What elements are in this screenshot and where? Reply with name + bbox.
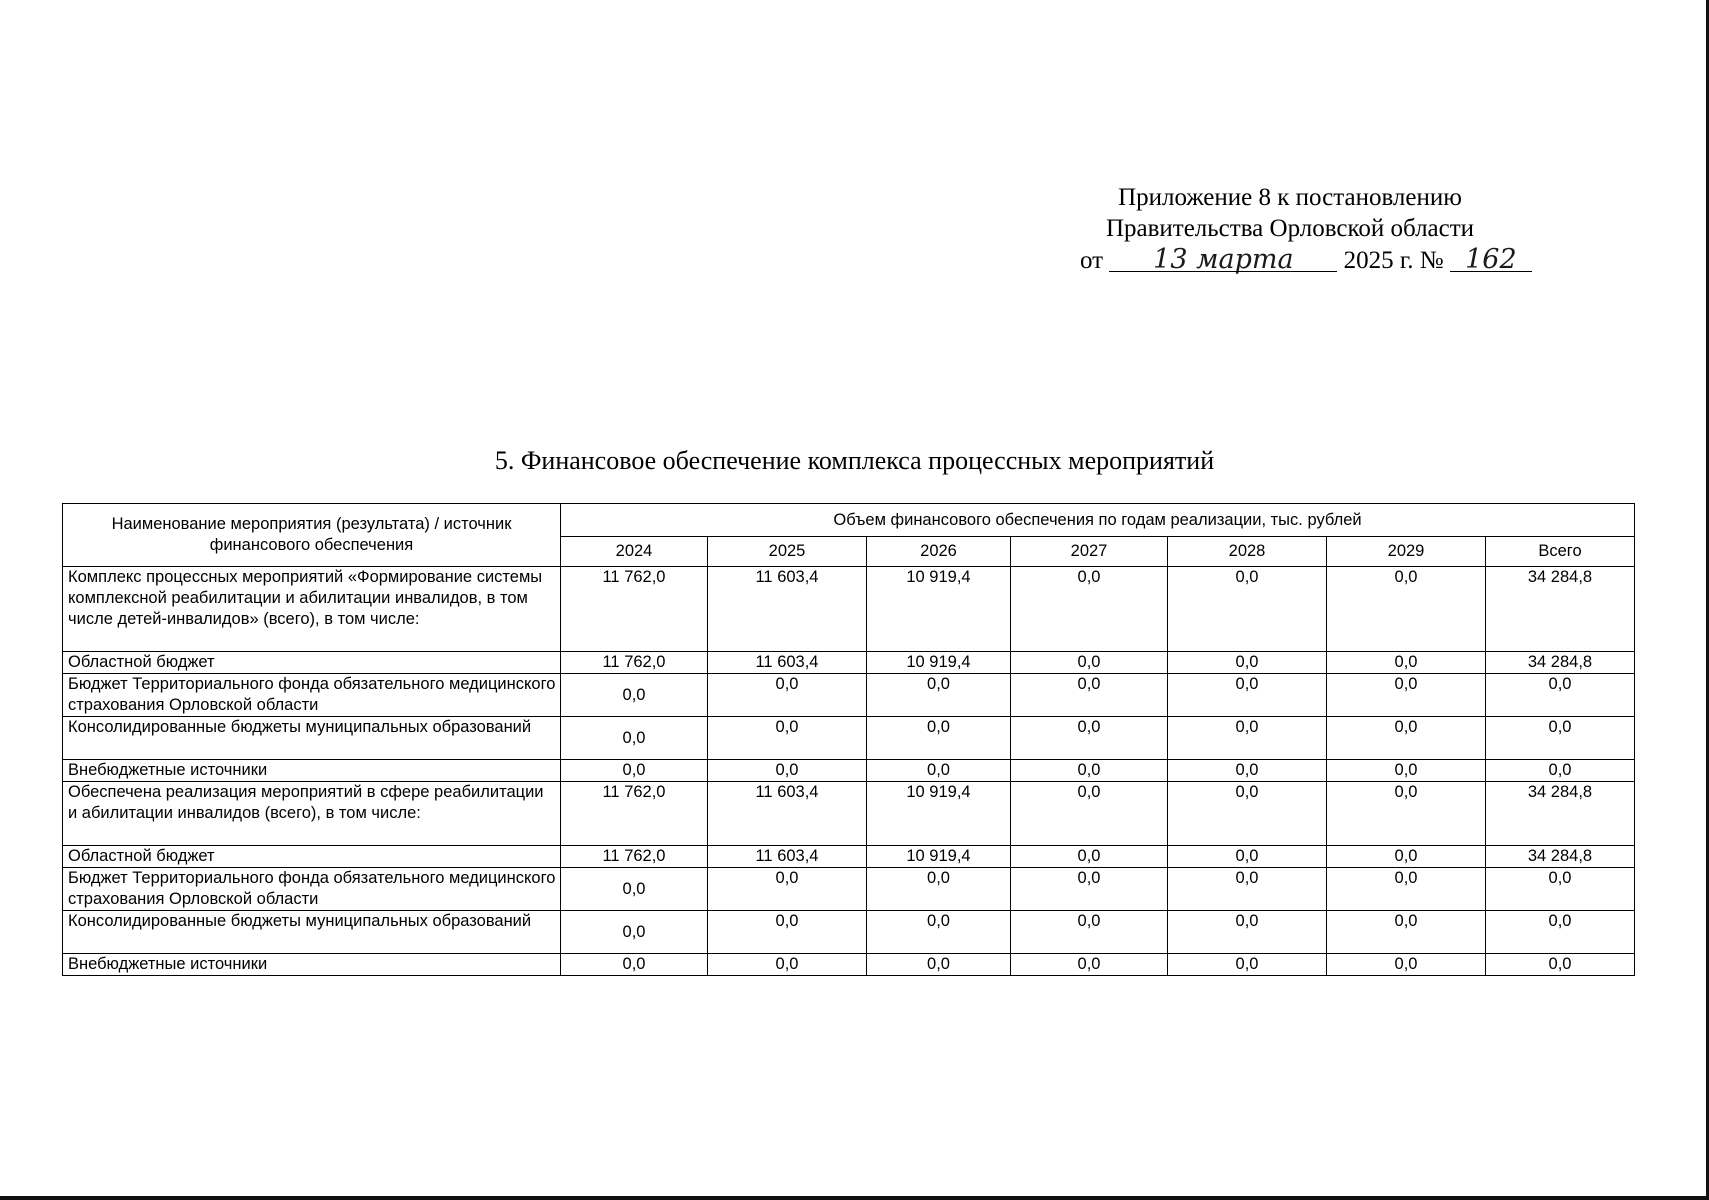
total-cell: 0,0 (1486, 954, 1635, 976)
value-cell: 0,0 (1327, 717, 1486, 760)
row-name: Обеспечена реализация мероприятий в сфере реабилитации и абилитации инвалидов (всего), в том числе: (63, 782, 561, 846)
row-name: Бюджет Территориального фонда обязательного медицинского страхования Орловской области (63, 868, 561, 911)
value-cell: 0,0 (1327, 868, 1486, 911)
value-cell: 0,0 (561, 760, 708, 782)
value-cell: 0,0 (1011, 846, 1168, 868)
value-cell: 11 603,4 (708, 846, 867, 868)
handwritten-number: 162 (1450, 244, 1532, 275)
value-cell: 0,0 (1327, 954, 1486, 976)
value-cell: 0,0 (561, 954, 708, 976)
value-cell: 10 919,4 (867, 846, 1011, 868)
table-row (63, 868, 1635, 911)
value-cell: 11 762,0 (561, 567, 708, 652)
row-name: Областной бюджет (63, 846, 561, 868)
value-cell: 0,0 (1168, 717, 1327, 760)
value-cell: 0,0 (1168, 782, 1327, 846)
table-row (63, 782, 1635, 846)
table-row (63, 652, 1635, 674)
value-cell: 0,0 (867, 911, 1011, 954)
total-cell: 0,0 (1486, 911, 1635, 954)
value-cell: 0,0 (867, 717, 1011, 760)
value-cell: 0,0 (1168, 911, 1327, 954)
value-cell: 11 603,4 (708, 567, 867, 652)
row-name: Консолидированные бюджеты муниципальных образований (63, 717, 561, 760)
year-text: 2025 г. № (1343, 247, 1444, 274)
total-header: Всего (1486, 537, 1635, 567)
value-cell: 0,0 (561, 868, 708, 911)
value-cell: 0,0 (1327, 652, 1486, 674)
year-header: 2026 (867, 537, 1011, 567)
header-row-top (63, 504, 1635, 537)
financing-table (62, 503, 1635, 976)
value-cell: 0,0 (561, 911, 708, 954)
value-cell: 0,0 (1168, 846, 1327, 868)
value-cell: 0,0 (1011, 674, 1168, 717)
value-cell: 0,0 (708, 760, 867, 782)
value-cell: 0,0 (708, 954, 867, 976)
total-cell: 0,0 (1486, 674, 1635, 717)
value-cell: 11 762,0 (561, 782, 708, 846)
volume-column-header: Объем финансового обеспечения по годам реализации, тыс. рублей (561, 504, 1635, 537)
value-cell: 0,0 (1011, 567, 1168, 652)
year-header: 2025 (708, 537, 867, 567)
value-cell: 0,0 (1327, 846, 1486, 868)
total-cell: 34 284,8 (1486, 846, 1635, 868)
value-cell: 0,0 (1327, 760, 1486, 782)
value-cell: 10 919,4 (867, 652, 1011, 674)
approval-block (1060, 182, 1520, 276)
value-cell: 0,0 (1011, 652, 1168, 674)
value-cell: 0,0 (1011, 782, 1168, 846)
approval-date-line (1060, 244, 1520, 276)
row-name: Внебюджетные источники (63, 760, 561, 782)
total-cell: 0,0 (1486, 717, 1635, 760)
value-cell: 0,0 (1011, 717, 1168, 760)
value-cell: 0,0 (1168, 674, 1327, 717)
value-cell: 0,0 (1327, 674, 1486, 717)
section-title: 5. Финансовое обеспечение комплекса процессных мероприятий (494, 446, 1215, 475)
value-cell: 11 762,0 (561, 652, 708, 674)
approval-line-1: Приложение 8 к постановлению (1118, 184, 1462, 211)
value-cell: 0,0 (1011, 954, 1168, 976)
value-cell: 0,0 (708, 674, 867, 717)
value-cell: 0,0 (867, 954, 1011, 976)
value-cell: 0,0 (561, 674, 708, 717)
value-cell: 0,0 (1168, 954, 1327, 976)
value-cell: 0,0 (1168, 567, 1327, 652)
approval-line-2: Правительства Орловской области (1105, 215, 1475, 242)
row-name: Внебюджетные источники (63, 954, 561, 976)
value-cell: 11 762,0 (561, 846, 708, 868)
value-cell: 0,0 (867, 868, 1011, 911)
value-cell: 0,0 (1011, 868, 1168, 911)
value-cell: 10 919,4 (867, 567, 1011, 652)
table-row (63, 674, 1635, 717)
value-cell: 0,0 (561, 717, 708, 760)
table-row (63, 911, 1635, 954)
value-cell: 0,0 (708, 717, 867, 760)
year-header: 2024 (561, 537, 708, 567)
value-cell: 0,0 (708, 868, 867, 911)
value-cell: 0,0 (1327, 782, 1486, 846)
year-header: 2028 (1168, 537, 1327, 567)
value-cell: 11 603,4 (708, 652, 867, 674)
row-name: Консолидированные бюджеты муниципальных образований (63, 911, 561, 954)
date-prefix: от (1080, 247, 1104, 274)
scan-edge-bottom (0, 1196, 1709, 1200)
year-header: 2027 (1011, 537, 1168, 567)
year-header: 2029 (1327, 537, 1486, 567)
row-name: Областной бюджет (63, 652, 561, 674)
total-cell: 34 284,8 (1486, 652, 1635, 674)
total-cell: 0,0 (1486, 868, 1635, 911)
table-row (63, 954, 1635, 976)
value-cell: 0,0 (708, 911, 867, 954)
total-cell: 0,0 (1486, 760, 1635, 782)
value-cell: 0,0 (1327, 911, 1486, 954)
table-row (63, 760, 1635, 782)
value-cell: 0,0 (1168, 652, 1327, 674)
name-column-header: Наименование мероприятия (результата) / источник финансового обеспечения (63, 504, 561, 567)
total-cell: 34 284,8 (1486, 782, 1635, 846)
table-row (63, 567, 1635, 652)
value-cell: 0,0 (867, 760, 1011, 782)
row-name: Комплекс процессных мероприятий «Формирование системы комплексной реабилитации и абилитации инвалидов, в том числе детей-инвалидов» (всего), в том числе: (63, 567, 561, 652)
row-name: Бюджет Территориального фонда обязательного медицинского страхования Орловской области (63, 674, 561, 717)
value-cell: 0,0 (1168, 868, 1327, 911)
total-cell: 34 284,8 (1486, 567, 1635, 652)
value-cell: 11 603,4 (708, 782, 867, 846)
value-cell: 0,0 (1011, 911, 1168, 954)
value-cell: 10 919,4 (867, 782, 1011, 846)
table-row (63, 846, 1635, 868)
value-cell: 0,0 (1011, 760, 1168, 782)
value-cell: 0,0 (867, 674, 1011, 717)
table-row (63, 717, 1635, 760)
value-cell: 0,0 (1327, 567, 1486, 652)
value-cell: 0,0 (1168, 760, 1327, 782)
handwritten-date: 13 марта (1109, 244, 1337, 275)
